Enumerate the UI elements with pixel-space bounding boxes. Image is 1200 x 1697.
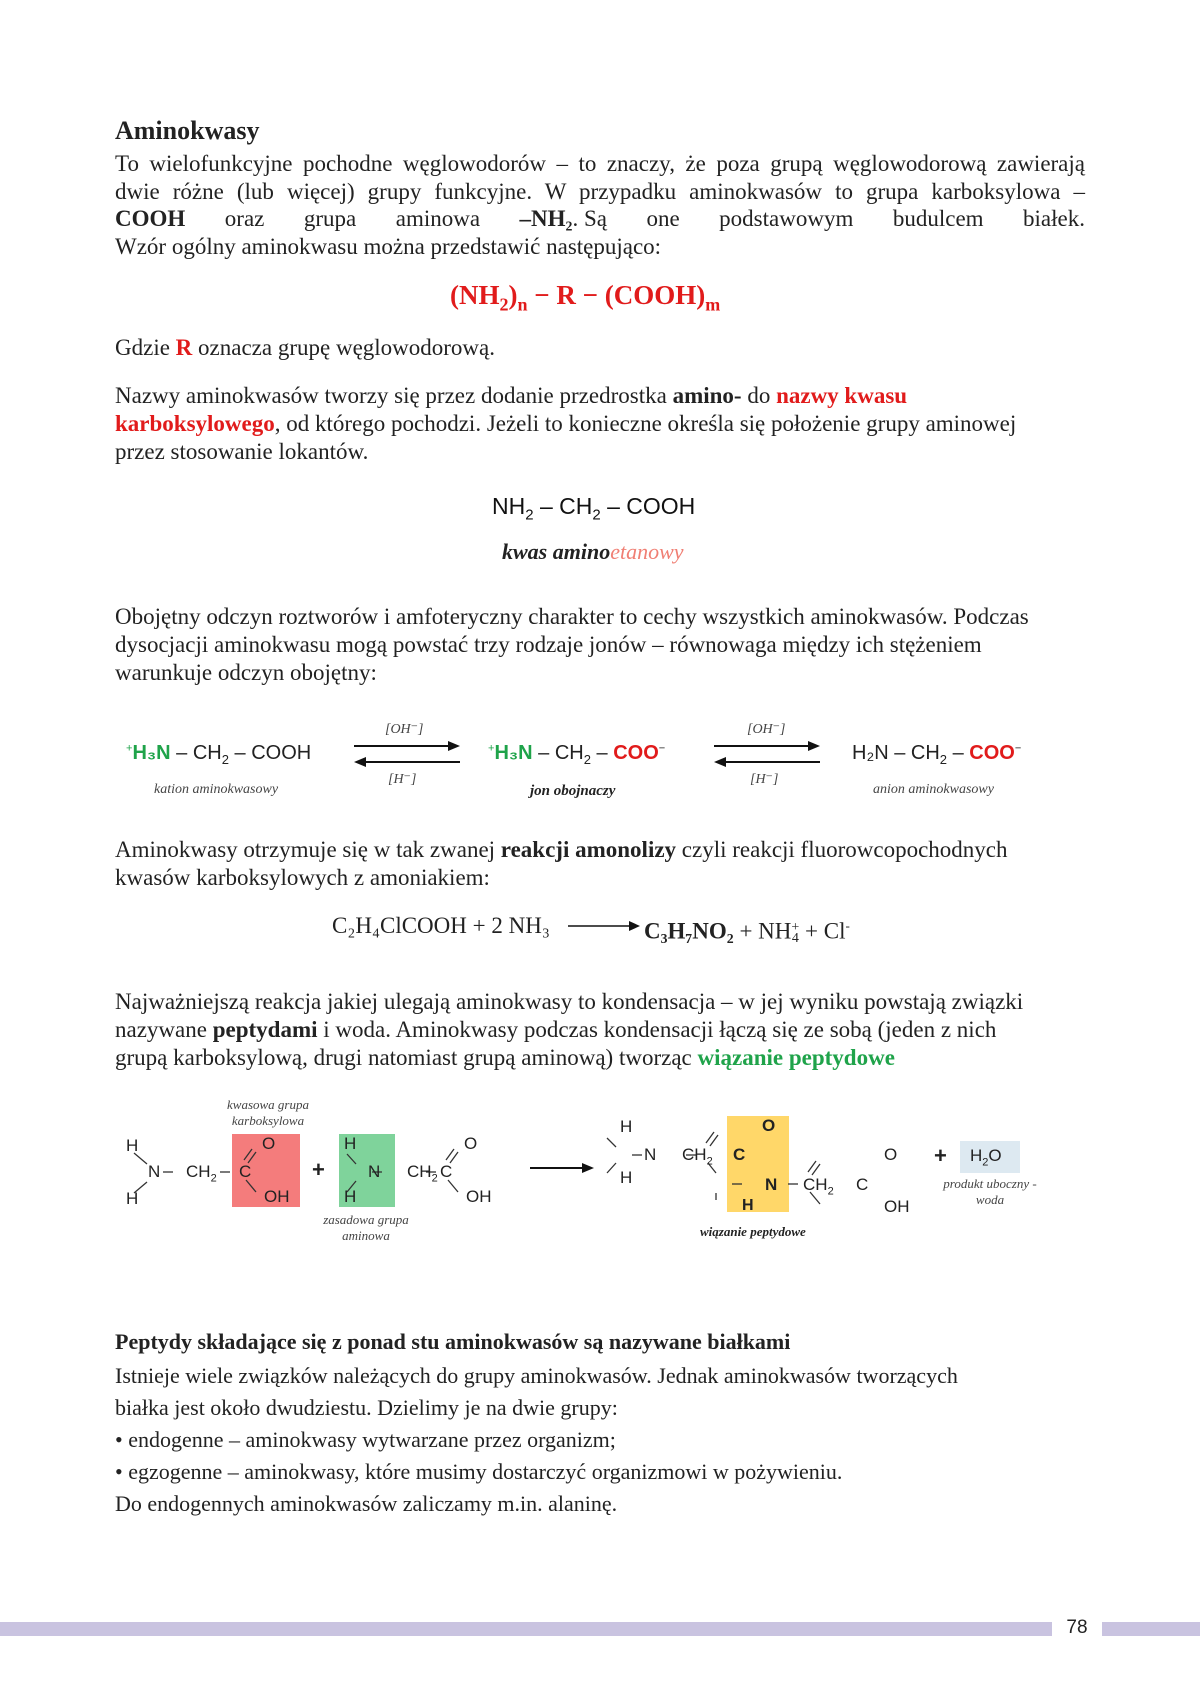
formula-sub-2: 2 bbox=[499, 294, 509, 315]
amphoteric-line-2: dysocjacji aminokwasu mogą powstać trzy rodzaje jonów – równowaga między ich stężeniem bbox=[115, 632, 982, 657]
ammonolysis-term: reakcji amonolizy bbox=[500, 837, 677, 862]
condensation-bonds bbox=[120, 1110, 1080, 1230]
ch-group: CH bbox=[192, 742, 222, 764]
reaction-arrow bbox=[566, 914, 642, 934]
charge-plus: + bbox=[488, 742, 495, 755]
plus-sign: + bbox=[312, 1157, 325, 1182]
sub-2: 2 bbox=[982, 1156, 989, 1169]
naming-text: do bbox=[741, 383, 777, 408]
condensation-text: grupą karboksylową, drugi natomiast grupą aminową) tworząc bbox=[115, 1045, 698, 1070]
glycine-name bbox=[502, 539, 684, 565]
atom-o: O bbox=[262, 1134, 276, 1153]
footer-bar-left bbox=[0, 1622, 1052, 1636]
atom-c: C bbox=[239, 1162, 252, 1181]
peptide-h: H bbox=[742, 1197, 754, 1214]
naming-line-1 bbox=[115, 382, 907, 410]
naming-text: Nazwy aminokwasów tworzy się przez dodanie przedrostka bbox=[115, 383, 673, 408]
ammonium: + NH bbox=[733, 918, 792, 944]
peptide-n: N bbox=[765, 1175, 778, 1194]
atom-n: N bbox=[368, 1162, 381, 1181]
water-formula bbox=[970, 1146, 1002, 1168]
nh2-group bbox=[520, 205, 607, 233]
word: budulcem bbox=[892, 206, 984, 231]
chloride: + Cl bbox=[799, 918, 846, 944]
amphoteric-line-1: Obojętny odczyn roztworów i amfoteryczny charakter to cechy wszystkich aminokwasów. Podczas bbox=[115, 604, 1029, 629]
plus-sign: + bbox=[934, 1143, 947, 1168]
atom-o: O bbox=[464, 1134, 478, 1153]
oh-label-1: [OH⁻] bbox=[385, 722, 424, 737]
bond: – bbox=[532, 742, 555, 764]
ch2-group bbox=[407, 1162, 438, 1184]
sub-2: 2 bbox=[431, 1172, 438, 1185]
sub-2: 2 bbox=[939, 752, 948, 767]
condensation-text: i woda. Aminokwasy podczas kondensacji łączą się ze sobą (jeden z nich bbox=[317, 1017, 997, 1042]
sub-2: 2 bbox=[706, 1155, 713, 1168]
condensation-line-3 bbox=[115, 1044, 895, 1072]
amphoteric-line-3: warunkuje odczyn obojętny: bbox=[115, 660, 377, 685]
proteins-line: Do endogennych aminokwasów zaliczamy m.in. alaninę. bbox=[115, 1491, 618, 1516]
ammonolysis-line-1 bbox=[115, 836, 1008, 864]
sub-2: 2 bbox=[583, 752, 591, 767]
charge-minus: − bbox=[1014, 742, 1022, 755]
proteins-heading: Peptydy składające się z ponad stu aminokwasów są nazywane białkami bbox=[115, 1329, 791, 1354]
word: podstawowym bbox=[719, 206, 854, 231]
ammonolysis-reactants: C₂H₄ClCOOH + 2 NH₃ bbox=[332, 913, 550, 938]
naming-line-2 bbox=[115, 410, 1016, 438]
condensation-text: nazywane bbox=[115, 1017, 213, 1042]
cation-label: kation aminokwasowy bbox=[154, 782, 279, 797]
ch: CH bbox=[186, 1162, 211, 1181]
zwitterion-formula bbox=[488, 742, 665, 767]
glycine-nh: NH bbox=[492, 493, 526, 519]
footer-bar-right bbox=[1102, 1622, 1200, 1636]
bond: – bbox=[590, 742, 614, 764]
ch: CH bbox=[803, 1175, 828, 1194]
h3n-group: H₃N bbox=[132, 742, 171, 764]
atom-h: H bbox=[344, 1187, 357, 1206]
condensation-arrow bbox=[528, 1160, 596, 1176]
ch2-group bbox=[803, 1175, 834, 1197]
glycine-name-amino: kwas amino bbox=[502, 539, 611, 564]
where-r: R bbox=[175, 335, 193, 360]
glycine-ch: – CH bbox=[533, 493, 593, 519]
word: białek. bbox=[1023, 206, 1085, 231]
ammonolysis-line-2: kwasów karboksylowych z amoniakiem: bbox=[115, 865, 490, 890]
oh-label-2: [OH⁻] bbox=[747, 722, 786, 737]
cooh-term: COOH bbox=[115, 206, 186, 231]
formula-sub-m: m bbox=[705, 294, 721, 315]
intro-line-1: To wielofunkcyjne pochodne węglowodorów – to znaczy, że poza grupą węglowodorową zawierają bbox=[115, 151, 1085, 176]
word: grupa bbox=[303, 206, 357, 231]
h3n-group: H₃N bbox=[494, 742, 533, 764]
ammonolysis-products bbox=[644, 912, 850, 946]
alanine-formula: C₃H₇NO₂ bbox=[644, 918, 734, 944]
coo-group: COO bbox=[613, 742, 659, 764]
peptide-c: C bbox=[733, 1145, 746, 1164]
atom-o: O bbox=[884, 1145, 898, 1164]
sub-2: 2 bbox=[221, 752, 229, 767]
cation-formula bbox=[126, 742, 311, 767]
ch2-group bbox=[682, 1145, 713, 1167]
list-item-endogenous: • endogenne – aminokwasy wytwarzane przez organizm; bbox=[115, 1427, 616, 1452]
nh2-term: –NH₂ bbox=[519, 206, 573, 231]
atom-h: H bbox=[344, 1134, 357, 1153]
cooh-group: – COOH bbox=[228, 742, 312, 764]
charge-plus: + bbox=[126, 742, 133, 755]
byproduct-label: produkt uboczny - woda bbox=[943, 1176, 1037, 1207]
ch-group: CH bbox=[910, 742, 940, 764]
sub-2: 2 bbox=[210, 1172, 217, 1185]
intro-line-4: Wzór ogólny aminokwasu można przedstawić następująco: bbox=[115, 234, 662, 259]
glycine-sub: 2 bbox=[525, 506, 534, 524]
amino-prefix: amino- bbox=[672, 383, 742, 408]
chloride-charge: - bbox=[845, 918, 850, 933]
formula-paren: ) bbox=[508, 280, 518, 310]
water-h: H bbox=[970, 1146, 983, 1165]
atom-h: H bbox=[620, 1168, 633, 1187]
peptide-bond-term: wiązanie peptydowe bbox=[697, 1045, 895, 1070]
proteins-line: Istnieje wiele związków należących do grupy aminokwasów. Jednak aminokwasów tworzących bbox=[115, 1363, 958, 1388]
ch2-group bbox=[186, 1162, 217, 1184]
naming-text: , od którego pochodzi. Jeżeli to konieczne określa się położenie grupy aminowej bbox=[274, 411, 1017, 436]
four-sub: 4 bbox=[791, 931, 799, 947]
intro-line-3 bbox=[115, 205, 1085, 233]
sub-2: 2 bbox=[827, 1185, 834, 1198]
condensation-line-1: Najważniejszą reakcja jakiej ulegają aminokwasy to kondensacja – w jej wyniku powstają związki bbox=[115, 989, 1024, 1014]
formula-cooh: (COOH) bbox=[604, 280, 706, 310]
glycine-formula bbox=[492, 493, 695, 524]
h-label-1: [H⁻] bbox=[388, 772, 417, 787]
ch-group: CH bbox=[554, 742, 584, 764]
formula-sub-n: n bbox=[517, 294, 528, 315]
atom-h: H bbox=[620, 1117, 633, 1136]
bond: – bbox=[947, 742, 970, 764]
anion-formula bbox=[852, 742, 1021, 767]
where-a: Gdzie bbox=[115, 335, 176, 360]
base-group-label: zasadowa grupa aminowa bbox=[323, 1212, 409, 1243]
condensation-line-2 bbox=[115, 1016, 996, 1044]
where-b: oznacza grupę węglowodorową. bbox=[192, 335, 496, 360]
charge-minus: − bbox=[658, 742, 666, 755]
atom-c: C bbox=[856, 1175, 869, 1194]
word: oraz bbox=[224, 206, 265, 231]
ammonolysis-text: czyli reakcji fluorowcopochodnych bbox=[676, 837, 1008, 862]
word: aminowa bbox=[395, 206, 481, 231]
h-label-2: [H⁻] bbox=[750, 772, 779, 787]
plus-sup: + bbox=[791, 920, 800, 936]
coo-group: COO bbox=[969, 742, 1015, 764]
formula-r: − R − bbox=[527, 280, 605, 310]
ch: CH bbox=[682, 1145, 707, 1164]
atom-oh: OH bbox=[884, 1197, 910, 1216]
anion-label: anion aminokwasowy bbox=[873, 782, 994, 797]
peptide-bond-label: wiązanie peptydowe bbox=[700, 1224, 806, 1239]
intro-line-2: dwie różne (lub więcej) grupy funkcyjne. W przypadku aminokwasów to grupa karboksylowa – bbox=[115, 179, 1085, 204]
word: one bbox=[646, 206, 680, 231]
atom-h: H bbox=[126, 1189, 139, 1208]
atom-oh: OH bbox=[466, 1187, 492, 1206]
bond: – bbox=[888, 742, 911, 764]
page-title: Aminokwasy bbox=[115, 116, 260, 145]
glycine-name-ethanoic: etanowy bbox=[610, 539, 684, 564]
where-line bbox=[115, 334, 495, 362]
naming-line-3: przez stosowanie lokantów. bbox=[115, 439, 369, 464]
ch: CH bbox=[407, 1162, 432, 1181]
atom-c: C bbox=[440, 1162, 453, 1181]
page-number: 78 bbox=[1066, 1617, 1088, 1638]
peptides-term: peptydami bbox=[212, 1017, 318, 1042]
acid-name-term-2: karboksylowego bbox=[115, 411, 275, 436]
zwitterion-label: jon obojnaczy bbox=[530, 783, 616, 799]
glycine-cooh: – COOH bbox=[600, 493, 696, 519]
ammonolysis-text: Aminokwasy otrzymuje się w tak zwanej bbox=[115, 837, 501, 862]
water-o: O bbox=[988, 1146, 1002, 1165]
word: . Są bbox=[572, 206, 607, 231]
proteins-line: białka jest około dwudziestu. Dzielimy je na dwie grupy: bbox=[115, 1395, 618, 1420]
atom-n: N bbox=[148, 1162, 161, 1181]
atom-h: H bbox=[126, 1136, 139, 1155]
general-formula bbox=[450, 280, 720, 315]
acid-name-term: nazwy kwasu bbox=[776, 383, 908, 408]
bond: – bbox=[170, 742, 193, 764]
acid-group-label: kwasowa grupa karboksylowa bbox=[227, 1097, 309, 1128]
peptide-o: O bbox=[762, 1116, 776, 1135]
atom-oh: OH bbox=[264, 1187, 290, 1206]
formula-nh: (NH bbox=[450, 280, 500, 310]
atom-n: N bbox=[644, 1145, 657, 1164]
proteins-body bbox=[115, 1360, 958, 1520]
list-item-exogenous: • egzogenne – aminokwasy, które musimy dostarczyć organizmowi w pożywieniu. bbox=[115, 1459, 843, 1484]
glycine-sub: 2 bbox=[592, 506, 601, 524]
h2n-group: H₂N bbox=[852, 742, 889, 764]
